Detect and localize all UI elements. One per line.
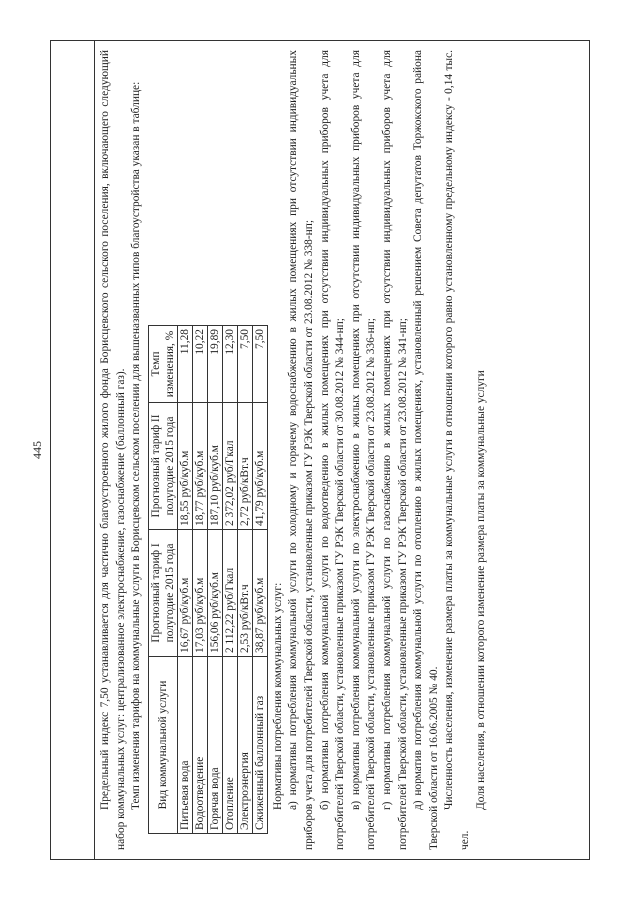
cell-tariff-h2: 187,10 руб/куб.м (207, 403, 222, 530)
table-row (192, 326, 207, 834)
cell-change-rate: 11,28 (177, 326, 192, 403)
cell-tariff-h1: 2,53 руб/кВт.ч (237, 530, 252, 657)
cell-tariff-h2: 41,79 руб/куб.м (252, 403, 267, 530)
cell-change-rate: 19,89 (207, 326, 222, 403)
cell-service: Питьевая вода (177, 657, 192, 834)
cell-tariff-h1: 16,67 руб/куб.м (177, 530, 192, 657)
left-margin-column (50, 40, 95, 860)
paragraph-norm-d: г) нормативы потребления коммунальной услуги по газоснабжению в жилых помещениях при отсутствии индивидуальных приборов учета для потребителей Тверской области, установленные приказом ГУ РЭК Тверской области от 23.08.2012 № 341-нп; (380, 50, 409, 850)
header-change-rate: Темп изменения, % (148, 326, 177, 403)
table-row (237, 326, 252, 834)
cell-change-rate: 10,22 (192, 326, 207, 403)
cell-tariff-h1: 156,06 руб/куб.м (207, 530, 222, 657)
cell-tariff-h1: 2 112,22 руб/Гкал (222, 530, 237, 657)
cell-tariff-h2: 18,55 руб/куб.м (177, 403, 192, 530)
cell-tariff-h1: 17,03 руб/куб.м (192, 530, 207, 657)
cell-tariff-h2: 2,72 руб/кВт.ч (237, 403, 252, 530)
paragraph-population: Численность населения, изменение размера платы за коммунальные услуги в отношении которого равно установленному предельному индексу - 0,14 тыс. чел. (443, 50, 471, 850)
table-row (222, 326, 237, 834)
rotated-document-page (50, 40, 590, 860)
table-row (177, 326, 192, 834)
cell-change-rate: 12,30 (222, 326, 237, 403)
page-number: 445 (30, 441, 44, 459)
paragraph-population-share: Доля населения, в отношении которого изменение размера платы за коммунальные услуги (474, 370, 487, 810)
cell-service: Горячая вода (207, 657, 222, 834)
paragraph-table-intro: Темп изменения тарифов на коммунальные услуги в Борисцевском сельском поселении для вышеназванных типов благоустройства указан в таблице: (130, 81, 143, 810)
cell-change-rate: 7,50 (252, 326, 267, 403)
page-content (94, 40, 489, 860)
cell-service: Сжиженный баллонный газ (252, 657, 267, 834)
cell-tariff-h2: 2 372,02 руб/Гкал (222, 403, 237, 530)
paragraph-norms-heading: Нормативы потребления коммунальных услуг: (271, 582, 284, 810)
cell-service: Электроэнергия (237, 657, 252, 834)
paragraph-norm-e: д) норматив потребления коммунальной услуги по отоплению в жилых помещениях, установленный решением Совета депутатов Торжокского района Тверской области от 16.06.2005 № 40. (412, 50, 440, 850)
paragraph-index-intro: Предельный индекс 7,50 устанавливается для частично благоустроенного жилого фонда Борисцевского сельского поселения, включающего следующий набор коммунальных услуг: централизованное электроснабжение, газоснабжение (баллонный газ). (99, 50, 127, 850)
tariff-table (148, 325, 268, 834)
cell-service: Отопление (222, 657, 237, 834)
cell-tariff-h1: 38,87 руб/куб.м (252, 530, 267, 657)
table-row (252, 326, 267, 834)
header-service-type: Вид коммунальной услуги (148, 657, 177, 834)
paragraph-norm-b: б) нормативы потребления коммунальной услуги по водоотведению в жилых помещениях при отсутствии индивидуальных приборов учета для потребителей Тверской области, установленные приказом ГУ РЭК Тверской области от 30.08.2012 № 344-нп; (318, 50, 347, 850)
table-header-row (148, 326, 177, 834)
table-row (207, 326, 222, 834)
cell-change-rate: 7,50 (237, 326, 252, 403)
cell-service: Водоотведение (192, 657, 207, 834)
paragraph-norm-c: в) нормативы потребления коммунальной услуги по электроснабжению в жилых помещениях при отсутствии индивидуальных приборов учета для потребителей Тверской области, установленные приказом ГУ РЭК Тверской области от 23.08.2012 № 336-нп; (349, 50, 378, 850)
cell-tariff-h2: 18,77 руб/куб.м (192, 403, 207, 530)
header-tariff-h2: Прогнозный тариф II полугодие 2015 года (148, 403, 177, 530)
header-tariff-h1: Прогнозный тариф I полугодие 2015 года (148, 530, 177, 657)
paragraph-norm-a: а) нормативы потребления коммунальной услуги по холодному и горячему водоснабжению в жилых помещениях при отсутствии индивидуальных приборов учета для потребителей Тверской области, установленные приказом ГУ РЭК Тверской области от 23.08.2012 № 338-нп; (287, 50, 315, 850)
